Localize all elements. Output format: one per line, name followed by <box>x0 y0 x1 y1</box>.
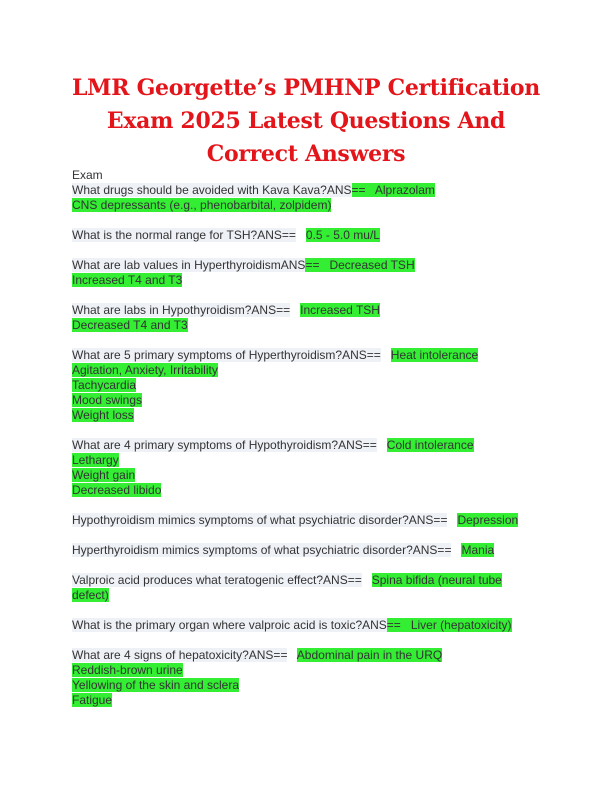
answer-line <box>72 378 542 393</box>
answer-line <box>72 588 542 603</box>
answer-line <box>72 408 542 423</box>
title-line: Correct Answers <box>206 141 406 167</box>
answer-line <box>72 468 542 483</box>
question-line <box>72 348 542 363</box>
answer-text: Decreased libido <box>72 483 162 497</box>
spacer <box>296 228 306 242</box>
question-text: Hypothyroidism mimics symptoms of what psychiatric disorder?ANS== <box>72 513 448 527</box>
question-text: What is the normal range for TSH?ANS== <box>72 228 296 242</box>
answer-line <box>72 198 542 213</box>
question-line <box>72 303 542 318</box>
question-text: What drugs should be avoided with Kava Kava?ANS <box>72 183 352 197</box>
question-text: What is the primary organ where valproic acid is toxic?ANS <box>72 618 387 632</box>
answer-line <box>72 273 542 288</box>
answer-text: Agitation, Anxiety, Irritability <box>72 363 218 377</box>
answer-text: Yellowing of the skin and sclera <box>72 678 239 692</box>
spacer <box>447 513 457 527</box>
qa-item <box>72 183 542 213</box>
answer-text: defect) <box>72 588 109 602</box>
question-text: What are lab values in HyperthyroidismANS <box>72 258 306 272</box>
qa-item <box>72 303 542 333</box>
question-text: Hyperthyroidism mimics symptoms of what psychiatric disorder?ANS== <box>72 543 452 557</box>
qa-item <box>72 513 542 528</box>
question-line <box>72 513 542 528</box>
answer-text: Reddish-brown urine <box>72 663 183 677</box>
question-text: What are 4 signs of hepatoxicity?ANS== <box>72 648 288 662</box>
question-text: What are 4 primary symptoms of Hypothyroidism?ANS== <box>72 438 377 452</box>
answer-text: Fatigue <box>72 693 113 707</box>
answer-line <box>72 693 542 708</box>
answer-text: Mania <box>461 543 495 557</box>
answer-line <box>72 318 542 333</box>
answer-text: Increased TSH <box>300 303 380 317</box>
answer-text: Heat intolerance <box>390 348 479 362</box>
spacer <box>287 648 296 662</box>
answer-text: Abdominal pain in the URQ <box>296 648 443 662</box>
question-line <box>72 228 542 243</box>
qa-item <box>72 348 542 423</box>
answer-line <box>72 393 542 408</box>
qa-item <box>72 438 542 498</box>
answer-line <box>72 363 542 378</box>
answer-line <box>72 483 542 498</box>
question-line <box>72 258 542 273</box>
answer-text: Weight gain <box>72 468 136 482</box>
qa-item <box>72 573 542 603</box>
question-line <box>72 438 542 453</box>
qa-item <box>72 543 542 558</box>
question-line <box>72 648 542 663</box>
question-text: What are 5 primary symptoms of Hyperthyroidism?ANS== <box>72 348 381 362</box>
answer-text: Increased T4 and T3 <box>72 273 183 287</box>
answer-text: Mood swings <box>72 393 143 407</box>
answer-text: == Alprazolam <box>351 183 435 197</box>
answer-text: Decreased T4 and T3 <box>72 318 188 332</box>
answer-text: Depression <box>457 513 519 527</box>
qa-item <box>72 648 542 708</box>
document-body <box>72 168 542 723</box>
question-line <box>72 183 542 198</box>
title-line: LMR Georgette’s PMHNP Certification <box>72 75 540 101</box>
answer-text: Weight loss <box>72 408 134 422</box>
question-line <box>72 543 542 558</box>
question-text: Valproic acid produces what teratogenic effect?ANS== <box>72 573 362 587</box>
answer-text: == Decreased TSH <box>305 258 415 272</box>
question-line <box>72 618 542 633</box>
answer-line <box>72 663 542 678</box>
spacer <box>451 543 461 557</box>
answer-text: Tachycardia <box>72 378 137 392</box>
spacer <box>377 438 387 452</box>
answer-text: Spina bifida (neural tube <box>371 573 502 587</box>
title-line: Exam 2025 Latest Questions And <box>106 108 506 134</box>
answer-text: 0.5 - 5.0 mu/L <box>305 228 380 242</box>
answer-text: Lethargy <box>72 453 119 467</box>
qa-list <box>72 183 542 708</box>
question-text: What are labs in Hypothyroidism?ANS== <box>72 303 291 317</box>
spacer <box>362 573 372 587</box>
qa-item <box>72 228 542 243</box>
qa-item <box>72 618 542 633</box>
document-title <box>50 72 562 171</box>
spacer <box>290 303 300 317</box>
answer-line <box>72 678 542 693</box>
qa-item <box>72 258 542 288</box>
answer-line <box>72 453 542 468</box>
question-line <box>72 573 542 588</box>
section-heading: Exam <box>72 168 103 182</box>
answer-text: == Liver (hepatoxicity) <box>386 618 512 632</box>
spacer <box>381 348 391 362</box>
answer-text: Cold intolerance <box>386 438 474 452</box>
answer-text: CNS depressants (e.g., phenobarbital, zolpidem) <box>72 198 332 212</box>
